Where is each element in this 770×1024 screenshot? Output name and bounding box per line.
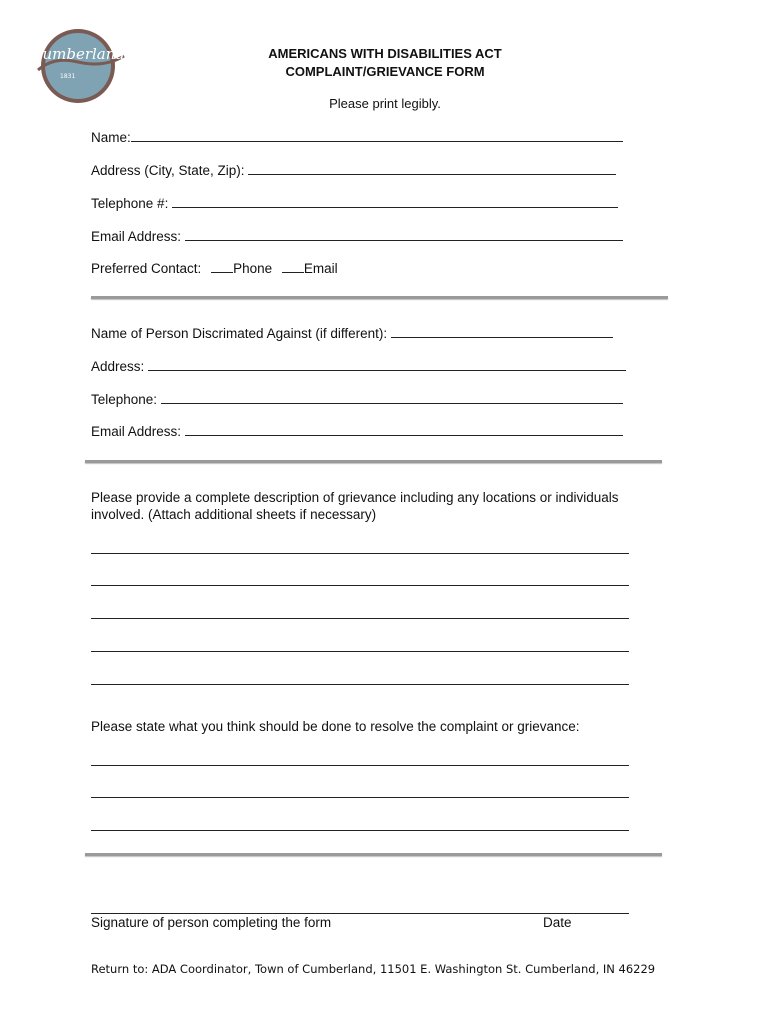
logo-text: Cumberland — [34, 45, 126, 63]
address-field[interactable] — [248, 162, 616, 175]
section-divider-1 — [91, 296, 668, 299]
signature-label: Signature of person completing the form — [91, 915, 332, 930]
email-checkbox[interactable] — [282, 260, 304, 273]
victim-name-field[interactable] — [391, 325, 613, 338]
phone-option-label: Phone — [233, 261, 273, 276]
victim-address-row — [91, 358, 626, 374]
address-label: Address (City, State, Zip): — [91, 163, 245, 178]
victim-telephone-label: Telephone: — [91, 392, 158, 407]
email-row — [91, 228, 623, 244]
form-title-line1: AMERICANS WITH DISABILITIES ACT — [268, 46, 502, 61]
description-prompt: Please provide a complete description of grievance including any locations or individuals involved. (Attach additional sheets if necessary) — [91, 490, 619, 522]
telephone-row — [91, 195, 618, 211]
description-line-3[interactable] — [91, 618, 629, 619]
description-line-1[interactable] — [91, 553, 629, 554]
victim-name-row — [91, 325, 613, 341]
email-label: Email Address: — [91, 229, 182, 244]
email-field[interactable] — [185, 228, 623, 241]
victim-email-label: Email Address: — [91, 424, 182, 439]
logo-year: 1831 — [60, 73, 76, 80]
preferred-contact-row — [91, 260, 338, 276]
victim-name-label: Name of Person Discrimated Against (if different): — [91, 326, 388, 341]
phone-checkbox[interactable] — [211, 260, 233, 273]
name-field[interactable] — [131, 129, 623, 142]
signature-line[interactable] — [91, 913, 629, 914]
date-label: Date — [543, 915, 572, 930]
victim-email-field[interactable] — [185, 423, 623, 436]
name-label: Name: — [91, 130, 131, 145]
victim-telephone-field[interactable] — [161, 391, 623, 404]
form-title-line2: COMPLAINT/GRIEVANCE FORM — [285, 64, 485, 79]
section-divider-2 — [85, 460, 662, 463]
description-line-5[interactable] — [91, 684, 629, 685]
victim-telephone-row — [91, 391, 623, 407]
victim-address-label: Address: — [91, 359, 145, 374]
resolution-line-3[interactable] — [91, 830, 629, 831]
print-instruction: Please print legibly. — [329, 96, 441, 111]
resolution-line-1[interactable] — [91, 765, 629, 766]
description-line-2[interactable] — [91, 585, 629, 586]
return-address: Return to: ADA Coordinator, Town of Cumberland, 11501 E. Washington St. Cumberland, IN 46229 — [91, 962, 656, 976]
resolution-prompt: Please state what you think should be done to resolve the complaint or grievance: — [91, 719, 580, 734]
section-divider-3 — [85, 853, 662, 856]
victim-address-field[interactable] — [148, 358, 626, 371]
email-option-label: Email — [303, 261, 338, 276]
description-line-4[interactable] — [91, 651, 629, 652]
resolution-line-2[interactable] — [91, 797, 629, 798]
preferred-contact-label: Preferred Contact: — [91, 261, 202, 276]
telephone-field[interactable] — [172, 195, 618, 208]
telephone-label: Telephone #: — [91, 196, 169, 211]
name-row — [91, 129, 623, 145]
victim-email-row — [91, 423, 623, 439]
address-row — [91, 162, 616, 178]
